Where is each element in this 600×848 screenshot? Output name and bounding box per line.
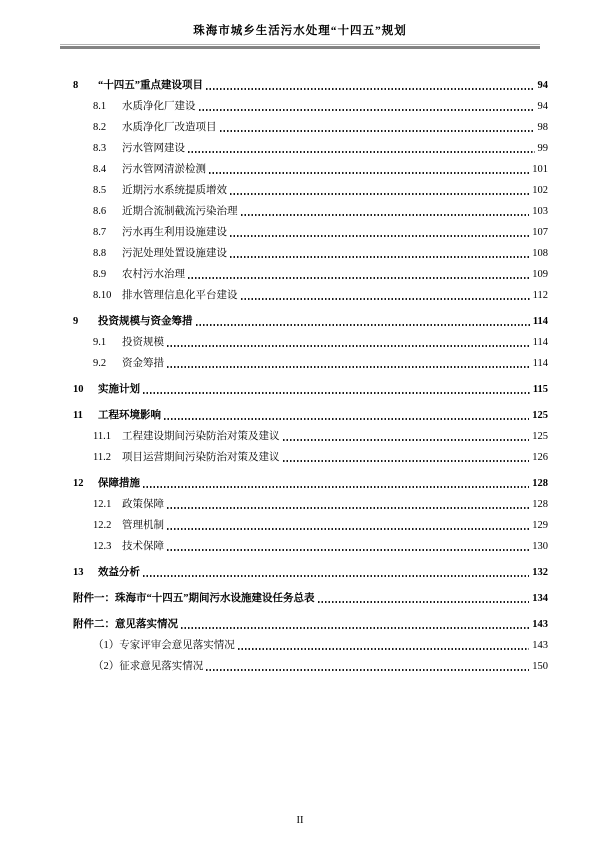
toc-entry-page: 101 bbox=[532, 164, 548, 175]
toc-dotted-leader bbox=[238, 648, 530, 650]
toc-entry-title: 近期污水系统提质增效 bbox=[122, 185, 227, 196]
toc-entry-title: 附件一：珠海市“十四五”期间污水设施建设任务总表 bbox=[73, 593, 315, 604]
toc-dotted-leader bbox=[283, 460, 530, 462]
toc-dotted-leader bbox=[188, 277, 529, 279]
toc-dotted-leader bbox=[167, 366, 530, 368]
header-rule-thin-line bbox=[60, 44, 540, 45]
toc-dotted-leader bbox=[230, 256, 529, 258]
toc-entry-title: 农村污水治理 bbox=[122, 269, 185, 280]
toc-entry-page: 112 bbox=[532, 290, 548, 301]
toc-entry-number: 8.5 bbox=[93, 185, 107, 196]
toc-entry-page: 126 bbox=[532, 452, 548, 463]
toc-entry-page: 125 bbox=[532, 410, 548, 421]
toc-entry bbox=[73, 409, 548, 422]
toc-dotted-leader bbox=[181, 627, 529, 629]
toc-entry bbox=[73, 540, 548, 553]
toc-entry-number: 12 bbox=[73, 478, 84, 489]
toc-entry-page: 134 bbox=[532, 593, 548, 604]
toc-entry-title: 污水再生利用设施建设 bbox=[122, 227, 227, 238]
toc-entry-page: 143 bbox=[532, 619, 548, 630]
toc-entry-page: 103 bbox=[532, 206, 548, 217]
toc-entry-title: 效益分析 bbox=[98, 567, 140, 578]
toc-dotted-leader bbox=[167, 507, 529, 509]
toc-entry-number: 11.1 bbox=[93, 431, 111, 442]
toc-entry bbox=[73, 184, 548, 197]
toc-entry bbox=[73, 205, 548, 218]
toc-dotted-leader bbox=[220, 130, 535, 132]
toc-entry-title: 保障措施 bbox=[98, 478, 140, 489]
toc-entry bbox=[73, 336, 548, 349]
toc-entry-number: 13 bbox=[73, 567, 84, 578]
toc-entry bbox=[73, 639, 548, 652]
toc-entry-title: 政策保障 bbox=[122, 499, 164, 510]
toc-entry bbox=[73, 451, 548, 464]
toc-entry-number: 8.7 bbox=[93, 227, 107, 238]
toc-entry bbox=[73, 226, 548, 239]
toc-entry bbox=[73, 142, 548, 155]
toc-entry-number: 12.1 bbox=[93, 499, 112, 510]
toc-entry-number: 9.2 bbox=[93, 358, 107, 369]
toc-entry-page: 99 bbox=[537, 143, 548, 154]
toc-entry-number: 8.4 bbox=[93, 164, 107, 175]
toc-entry-page: 114 bbox=[532, 316, 548, 327]
toc-dotted-leader bbox=[209, 172, 529, 174]
toc-dotted-leader bbox=[241, 214, 530, 216]
toc-dotted-leader bbox=[199, 109, 535, 111]
toc-entry bbox=[73, 247, 548, 260]
toc-entry-page: 94 bbox=[537, 80, 548, 91]
toc-dotted-leader bbox=[318, 601, 530, 603]
toc-entry bbox=[73, 100, 548, 113]
toc-dotted-leader bbox=[196, 324, 530, 326]
toc-entry bbox=[73, 289, 548, 302]
toc-entry-number: 9 bbox=[73, 316, 79, 327]
document-header-title: 珠海市城乡生活污水处理“十四五”规划 bbox=[193, 25, 407, 37]
toc-list bbox=[73, 66, 548, 673]
toc-dotted-leader bbox=[206, 669, 529, 671]
toc-entry-page: 107 bbox=[532, 227, 548, 238]
toc-entry-number: 9.1 bbox=[93, 337, 107, 348]
toc-entry-title: 近期合流制截流污染治理 bbox=[122, 206, 238, 217]
toc-entry-page: 128 bbox=[532, 478, 548, 489]
toc-entry-title: “十四五”重点建设项目 bbox=[98, 80, 203, 91]
toc-entry bbox=[73, 566, 548, 579]
toc-entry-number: 8.1 bbox=[93, 101, 107, 112]
toc-entry bbox=[73, 163, 548, 176]
toc-entry bbox=[73, 79, 548, 92]
toc-entry-title: 技术保障 bbox=[122, 541, 164, 552]
toc-entry-number: 8.10 bbox=[93, 290, 112, 301]
toc-dotted-leader bbox=[283, 439, 530, 441]
page-footer-number: II bbox=[296, 815, 304, 826]
toc-entry-page: 130 bbox=[532, 541, 548, 552]
toc-entry bbox=[73, 430, 548, 443]
toc-entry-title: 污泥处理处置设施建设 bbox=[122, 248, 227, 259]
toc-entry bbox=[73, 660, 548, 673]
toc-entry-page: 128 bbox=[532, 499, 548, 510]
toc-entry-page: 94 bbox=[537, 101, 548, 112]
toc-entry-page: 129 bbox=[532, 520, 548, 531]
toc-entry-page: 108 bbox=[532, 248, 548, 259]
toc-entry-number: 12.3 bbox=[93, 541, 112, 552]
toc-entry-title: （2）征求意见落实情况 bbox=[93, 661, 204, 672]
toc-entry-title: （1）专家评审会意见落实情况 bbox=[93, 640, 235, 651]
toc-entry-title: 水质净化厂改造项目 bbox=[122, 122, 217, 133]
toc-entry-number: 10 bbox=[73, 384, 84, 395]
toc-dotted-leader bbox=[230, 193, 529, 195]
toc-entry-number: 8.2 bbox=[93, 122, 107, 133]
toc-entry-page: 98 bbox=[537, 122, 548, 133]
toc-dotted-leader bbox=[167, 345, 530, 347]
toc-entry-page: 115 bbox=[532, 384, 548, 395]
toc-entry bbox=[73, 268, 548, 281]
toc-entry-title: 项目运营期间污染防治对策及建议 bbox=[122, 452, 280, 463]
toc-entry-page: 132 bbox=[532, 567, 548, 578]
toc-dotted-leader bbox=[167, 528, 529, 530]
toc-entry bbox=[73, 383, 548, 396]
toc-dotted-leader bbox=[241, 298, 530, 300]
toc-entry-title: 污水管网清淤检测 bbox=[122, 164, 206, 175]
toc-entry bbox=[73, 498, 548, 511]
toc-entry-page: 109 bbox=[532, 269, 548, 280]
header-rule-thick-line bbox=[60, 46, 540, 49]
toc-entry-title: 投资规模与资金筹措 bbox=[98, 316, 193, 327]
toc-entry-title: 管理机制 bbox=[122, 520, 164, 531]
toc-entry-title: 资金筹措 bbox=[122, 358, 164, 369]
toc-entry-number: 8.3 bbox=[93, 143, 107, 154]
toc-entry bbox=[73, 121, 548, 134]
toc-entry-title: 污水管网建设 bbox=[122, 143, 185, 154]
toc-entry-page: 102 bbox=[532, 185, 548, 196]
toc-entry-title: 实施计划 bbox=[98, 384, 140, 395]
toc-entry-number: 12.2 bbox=[93, 520, 112, 531]
toc-entry-page: 114 bbox=[532, 337, 548, 348]
toc-dotted-leader bbox=[164, 418, 529, 420]
toc-entry-page: 150 bbox=[532, 661, 548, 672]
toc-entry-number: 11 bbox=[73, 410, 83, 421]
toc-entry-title: 水质净化厂建设 bbox=[122, 101, 196, 112]
toc-entry-title: 工程环境影响 bbox=[98, 410, 161, 421]
toc-dotted-leader bbox=[167, 549, 529, 551]
toc-entry-number: 8.6 bbox=[93, 206, 107, 217]
toc-entry-number: 8.8 bbox=[93, 248, 107, 259]
toc-dotted-leader bbox=[230, 235, 529, 237]
toc-entry-page: 125 bbox=[532, 431, 548, 442]
toc-entry bbox=[73, 357, 548, 370]
toc-dotted-leader bbox=[143, 486, 529, 488]
toc-dotted-leader bbox=[143, 575, 529, 577]
toc-entry bbox=[73, 315, 548, 328]
toc-entry bbox=[73, 592, 548, 605]
toc-entry-number: 8 bbox=[73, 80, 79, 91]
toc-entry bbox=[73, 477, 548, 490]
toc-entry-title: 投资规模 bbox=[122, 337, 164, 348]
toc-entry bbox=[73, 519, 548, 532]
toc-entry bbox=[73, 618, 548, 631]
toc-dotted-leader bbox=[143, 392, 530, 394]
toc-dotted-leader bbox=[206, 88, 535, 90]
header-rule bbox=[60, 44, 540, 49]
toc-entry-page: 143 bbox=[532, 640, 548, 651]
toc-entry-number: 8.9 bbox=[93, 269, 107, 280]
toc-entry-title: 工程建设期间污染防治对策及建议 bbox=[122, 431, 280, 442]
toc-entry-title: 附件二：意见落实情况 bbox=[73, 619, 178, 630]
toc-dotted-leader bbox=[188, 151, 535, 153]
toc-entry-page: 114 bbox=[532, 358, 548, 369]
toc-entry-number: 11.2 bbox=[93, 452, 111, 463]
toc-entry-title: 排水管理信息化平台建设 bbox=[122, 290, 238, 301]
